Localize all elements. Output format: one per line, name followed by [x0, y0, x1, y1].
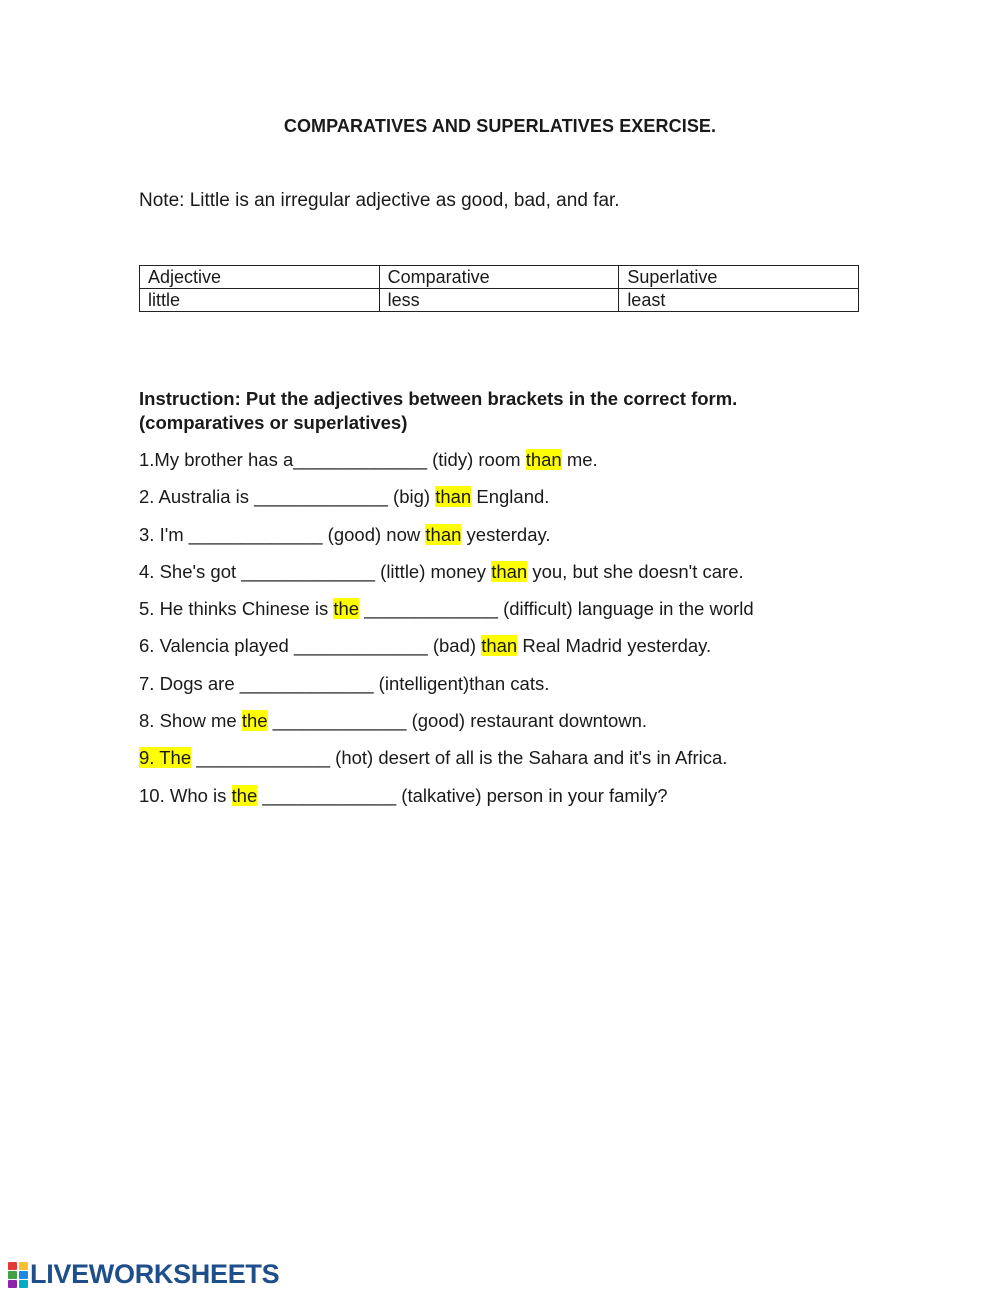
- logo-block: [8, 1262, 17, 1270]
- item-text-after: England.: [471, 486, 550, 508]
- exercise-item-8: [139, 709, 919, 746]
- item-text-after: me.: [561, 449, 598, 470]
- exercise-item-9: [139, 746, 919, 783]
- header-superlative: Superlative: [619, 266, 859, 289]
- item-text-before: 10. Who is: [139, 784, 232, 806]
- item-text-after: _____________ (good) restaurant downtown.: [267, 710, 648, 732]
- header-adjective: Adjective: [140, 266, 380, 289]
- liveworksheets-logo-icon: [8, 1262, 28, 1288]
- item-highlight: the: [333, 598, 360, 620]
- exercise-item-5: [139, 597, 919, 634]
- logo-block: [8, 1271, 17, 1279]
- item-text-after: _____________ (talkative) person in your family?: [257, 784, 668, 806]
- exercise-item-10: [139, 784, 919, 821]
- item-text-before: 8. Show me: [139, 710, 242, 732]
- exercise-item-3: [139, 523, 919, 560]
- logo-block: [19, 1271, 28, 1279]
- adjective-table: [139, 265, 859, 312]
- item-highlight: than: [491, 560, 528, 582]
- exercise-item-6: [139, 634, 919, 671]
- item-text-after: _____________ (difficult) language in the world: [359, 598, 754, 620]
- item-text-before: 3. I'm _____________ (good) now: [139, 523, 426, 545]
- exercise-item-1: [139, 448, 919, 485]
- item-highlight: than: [525, 449, 562, 470]
- item-text-after: Real Madrid yesterday.: [517, 635, 712, 657]
- instruction-line-1: Instruction: Put the adjectives between brackets in the correct form.: [139, 388, 738, 409]
- item-text-after: _____________ (hot) desert of all is the Sahara and it's in Africa.: [191, 747, 728, 769]
- exercise-item-2: [139, 485, 919, 522]
- item-text-before: 4. She's got _____________ (little) money: [139, 560, 492, 582]
- note-text: Note: Little is an irregular adjective as good, bad, and far.: [139, 190, 620, 211]
- instruction-line-2: (comparatives or superlatives): [139, 412, 408, 433]
- item-text-before: 2. Australia is _____________ (big): [139, 486, 436, 508]
- table-header-row: [140, 266, 859, 289]
- item-highlight: the: [231, 784, 258, 806]
- item-highlight: than: [481, 635, 518, 657]
- cell-comparative: less: [379, 289, 619, 312]
- item-text-after: you, but she doesn't care.: [527, 560, 744, 582]
- logo-block: [19, 1280, 28, 1288]
- logo-block: [8, 1280, 17, 1288]
- cell-adjective: little: [140, 289, 380, 312]
- logo-block: [19, 1262, 28, 1270]
- item-highlight: 9. The: [139, 747, 192, 769]
- exercise-item-4: [139, 560, 919, 597]
- item-text-before: 1.My brother has a_____________ (tidy) room: [139, 449, 526, 470]
- table-row: [140, 289, 859, 312]
- page-title: COMPARATIVES AND SUPERLATIVES EXERCISE.: [283, 116, 717, 136]
- header-comparative: Comparative: [379, 266, 619, 289]
- logo-text: LIVEWORKSHEETS: [30, 1259, 280, 1289]
- item-text-before: 5. He thinks Chinese is: [139, 598, 334, 620]
- exercise-list: [139, 448, 919, 821]
- exercise-item-7: [139, 672, 919, 709]
- item-text-after: yesterday.: [461, 523, 551, 545]
- instruction-block: [139, 387, 859, 435]
- liveworksheets-logo[interactable]: [8, 1259, 279, 1290]
- item-highlight: the: [241, 710, 268, 732]
- item-text-before: 6. Valencia played _____________ (bad): [139, 635, 482, 657]
- cell-superlative: least: [619, 289, 859, 312]
- item-highlight: than: [425, 523, 462, 545]
- item-text-before: 7. Dogs are _____________ (intelligent)than cats.: [139, 672, 550, 694]
- item-highlight: than: [435, 486, 472, 508]
